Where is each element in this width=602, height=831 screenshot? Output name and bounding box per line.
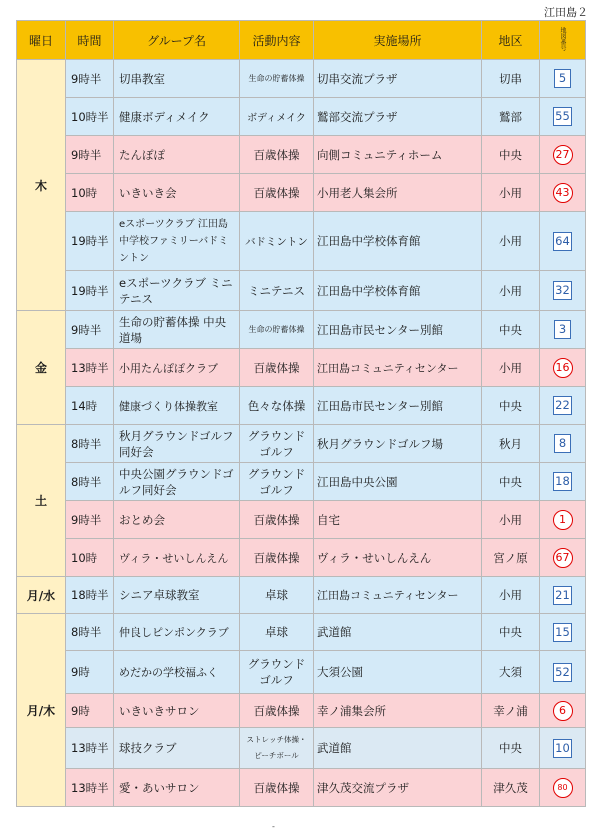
group-cell: 中央公園グラウンドゴルフ同好会 <box>114 463 240 501</box>
table-row <box>17 577 586 614</box>
map-number-cell <box>540 311 586 349</box>
map-number-cell <box>540 387 586 425</box>
map-number-cell <box>540 98 586 136</box>
group-cell: 生命の貯蓄体操 中央道場 <box>114 311 240 349</box>
map-number-cell <box>540 174 586 212</box>
place-cell: 自宅 <box>314 501 482 539</box>
time-cell: 9時半 <box>66 311 114 349</box>
map-number-cell <box>540 349 586 387</box>
table-row <box>17 311 586 349</box>
map-number-cell <box>540 694 586 728</box>
table-row <box>17 136 586 174</box>
area-cell: 秋月 <box>482 425 540 463</box>
place-cell: 江田島市民センター別館 <box>314 387 482 425</box>
area-cell: 中央 <box>482 728 540 769</box>
area-cell: 中央 <box>482 463 540 501</box>
activity-cell: 百歳体操 <box>240 174 314 212</box>
group-cell: 小用たんぽぽクラブ <box>114 349 240 387</box>
group-cell: めだかの学校福ふく <box>114 651 240 694</box>
area-cell: 小用 <box>482 212 540 271</box>
time-cell: 10時 <box>66 174 114 212</box>
time-cell: 9時半 <box>66 60 114 98</box>
table-row <box>17 271 586 311</box>
place-cell: 小用老人集会所 <box>314 174 482 212</box>
activity-cell: 百歳体操 <box>240 349 314 387</box>
map-number-circle: 1 <box>553 510 573 530</box>
map-number-box: 32 <box>553 281 572 300</box>
map-number-box: 55 <box>553 107 572 126</box>
map-number-cell <box>540 136 586 174</box>
map-number-box: 21 <box>553 586 572 605</box>
group-cell: 健康ボディメイク <box>114 98 240 136</box>
area-cell: 小用 <box>482 271 540 311</box>
activity-cell: 百歳体操 <box>240 501 314 539</box>
map-number-cell <box>540 577 586 614</box>
map-number-box: 5 <box>554 69 571 88</box>
activity-cell: 百歳体操 <box>240 694 314 728</box>
time-cell: 8時半 <box>66 614 114 651</box>
time-cell: 9時 <box>66 651 114 694</box>
area-cell: 切串 <box>482 60 540 98</box>
map-number-box: 10 <box>553 739 572 758</box>
activity-cell: 卓球 <box>240 614 314 651</box>
area-cell: 津久茂 <box>482 769 540 807</box>
map-number-box: 64 <box>553 232 572 251</box>
day-cell-friday: 金 <box>17 311 66 425</box>
group-cell: 健康づくり体操教室 <box>114 387 240 425</box>
area-cell: 中央 <box>482 311 540 349</box>
activity-cell: 百歳体操 <box>240 136 314 174</box>
map-number-circle: 67 <box>553 548 573 568</box>
group-cell: いきいき会 <box>114 174 240 212</box>
map-number-box: 15 <box>553 623 572 642</box>
area-cell: 幸ノ浦 <box>482 694 540 728</box>
area-cell: 宮ノ原 <box>482 539 540 577</box>
footer-mark: - <box>272 822 275 831</box>
place-cell: 江田島コミュニティセンター <box>314 577 482 614</box>
activity-cell: グラウンドゴルフ <box>240 463 314 501</box>
time-cell: 13時半 <box>66 349 114 387</box>
header-day: 曜日 <box>17 21 66 60</box>
map-number-box: 18 <box>553 472 572 491</box>
map-number-circle: 80 <box>553 778 573 798</box>
map-number-box: 8 <box>554 434 571 453</box>
header-row <box>17 21 586 60</box>
area-cell: 鷲部 <box>482 98 540 136</box>
map-number-box: 3 <box>554 320 571 339</box>
table-row <box>17 728 586 769</box>
place-cell: 江田島中学校体育館 <box>314 271 482 311</box>
activity-cell: 卓球 <box>240 577 314 614</box>
header-time: 時間 <box>66 21 114 60</box>
place-cell: 向側コミュニティホーム <box>314 136 482 174</box>
area-cell: 中央 <box>482 387 540 425</box>
schedule-table <box>16 20 586 807</box>
header-group: グループ名 <box>114 21 240 60</box>
area-cell: 小用 <box>482 174 540 212</box>
area-cell: 大須 <box>482 651 540 694</box>
map-number-circle: 43 <box>553 183 573 203</box>
activity-cell: ミニテニス <box>240 271 314 311</box>
place-cell: ヴィラ・せいしんえん <box>314 539 482 577</box>
table-row <box>17 60 586 98</box>
group-cell: 球技クラブ <box>114 728 240 769</box>
activity-cell: 百歳体操 <box>240 539 314 577</box>
map-number-circle: 6 <box>553 701 573 721</box>
place-cell: 江田島中学校体育館 <box>314 212 482 271</box>
place-cell: 江田島中央公園 <box>314 463 482 501</box>
table-row <box>17 212 586 271</box>
place-cell: 江田島市民センター別館 <box>314 311 482 349</box>
table-row <box>17 651 586 694</box>
activity-cell: 生命の貯蓄体操 <box>240 60 314 98</box>
time-cell: 19時半 <box>66 271 114 311</box>
place-cell: 秋月グラウンドゴルフ場 <box>314 425 482 463</box>
group-cell: 切串教室 <box>114 60 240 98</box>
group-cell: 仲良しピンポンクラブ <box>114 614 240 651</box>
map-number-cell <box>540 212 586 271</box>
table-row <box>17 425 586 463</box>
activity-cell: グラウンドゴルフ <box>240 651 314 694</box>
area-cell: 中央 <box>482 136 540 174</box>
page-label: 江田島２ <box>544 6 588 19</box>
map-number-circle: 27 <box>553 145 573 165</box>
time-cell: 8時半 <box>66 463 114 501</box>
group-cell: 愛・あいサロン <box>114 769 240 807</box>
day-cell-mon-thu: 月/木 <box>17 614 66 807</box>
table-row <box>17 387 586 425</box>
group-cell: 秋月グラウンドゴルフ同好会 <box>114 425 240 463</box>
table-row <box>17 769 586 807</box>
day-cell-mon-wed: 月/水 <box>17 577 66 614</box>
place-cell: 津久茂交流プラザ <box>314 769 482 807</box>
activity-cell: 生命の貯蓄体操 <box>240 311 314 349</box>
map-number-box: 52 <box>553 663 572 682</box>
group-cell: eスポーツクラブ ミニテニス <box>114 271 240 311</box>
activity-cell: バドミントン <box>240 212 314 271</box>
place-cell: 切串交流プラザ <box>314 60 482 98</box>
map-number-cell <box>540 728 586 769</box>
day-cell-saturday: 土 <box>17 425 66 577</box>
map-number-cell <box>540 463 586 501</box>
place-cell: 武道館 <box>314 614 482 651</box>
time-cell: 9時半 <box>66 136 114 174</box>
group-cell: eスポーツクラブ 江田島中学校ファミリーバドミントン <box>114 212 240 271</box>
place-cell: 江田島コミュニティセンター <box>314 349 482 387</box>
time-cell: 9時半 <box>66 501 114 539</box>
table-row <box>17 174 586 212</box>
map-number-cell <box>540 651 586 694</box>
map-number-cell <box>540 614 586 651</box>
group-cell: おとめ会 <box>114 501 240 539</box>
activity-cell: ストレッチ体操・ピーチボール <box>240 728 314 769</box>
header-place: 実施場所 <box>314 21 482 60</box>
place-cell: 大須公園 <box>314 651 482 694</box>
map-number-cell <box>540 425 586 463</box>
time-cell: 18時半 <box>66 577 114 614</box>
activity-cell: 百歳体操 <box>240 769 314 807</box>
group-cell: ヴィラ・せいしんえん <box>114 539 240 577</box>
time-cell: 19時半 <box>66 212 114 271</box>
day-cell-thursday: 木 <box>17 60 66 311</box>
table-row <box>17 614 586 651</box>
map-number-cell <box>540 501 586 539</box>
group-cell: いきいきサロン <box>114 694 240 728</box>
activity-cell: 色々な体操 <box>240 387 314 425</box>
time-cell: 8時半 <box>66 425 114 463</box>
area-cell: 小用 <box>482 577 540 614</box>
area-cell: 小用 <box>482 501 540 539</box>
activity-cell: グラウンドゴルフ <box>240 425 314 463</box>
map-number-box: 22 <box>553 396 572 415</box>
header-area: 地区 <box>482 21 540 60</box>
header-map-number: 地図番号 <box>540 21 586 60</box>
place-cell: 鷲部交流プラザ <box>314 98 482 136</box>
time-cell: 13時半 <box>66 769 114 807</box>
table-row <box>17 98 586 136</box>
header-activity: 活動内容 <box>240 21 314 60</box>
place-cell: 武道館 <box>314 728 482 769</box>
place-cell: 幸ノ浦集会所 <box>314 694 482 728</box>
time-cell: 14時 <box>66 387 114 425</box>
area-cell: 中央 <box>482 614 540 651</box>
table-row <box>17 694 586 728</box>
table-row <box>17 501 586 539</box>
map-number-cell <box>540 271 586 311</box>
table-row <box>17 349 586 387</box>
map-number-cell <box>540 539 586 577</box>
map-number-cell <box>540 769 586 807</box>
table-row <box>17 463 586 501</box>
area-cell: 小用 <box>482 349 540 387</box>
activity-cell: ボディメイク <box>240 98 314 136</box>
table-row <box>17 539 586 577</box>
time-cell: 13時半 <box>66 728 114 769</box>
time-cell: 9時 <box>66 694 114 728</box>
group-cell: シニア卓球教室 <box>114 577 240 614</box>
time-cell: 10時 <box>66 539 114 577</box>
group-cell: たんぽぽ <box>114 136 240 174</box>
time-cell: 10時半 <box>66 98 114 136</box>
map-number-circle: 16 <box>553 358 573 378</box>
map-number-cell <box>540 60 586 98</box>
